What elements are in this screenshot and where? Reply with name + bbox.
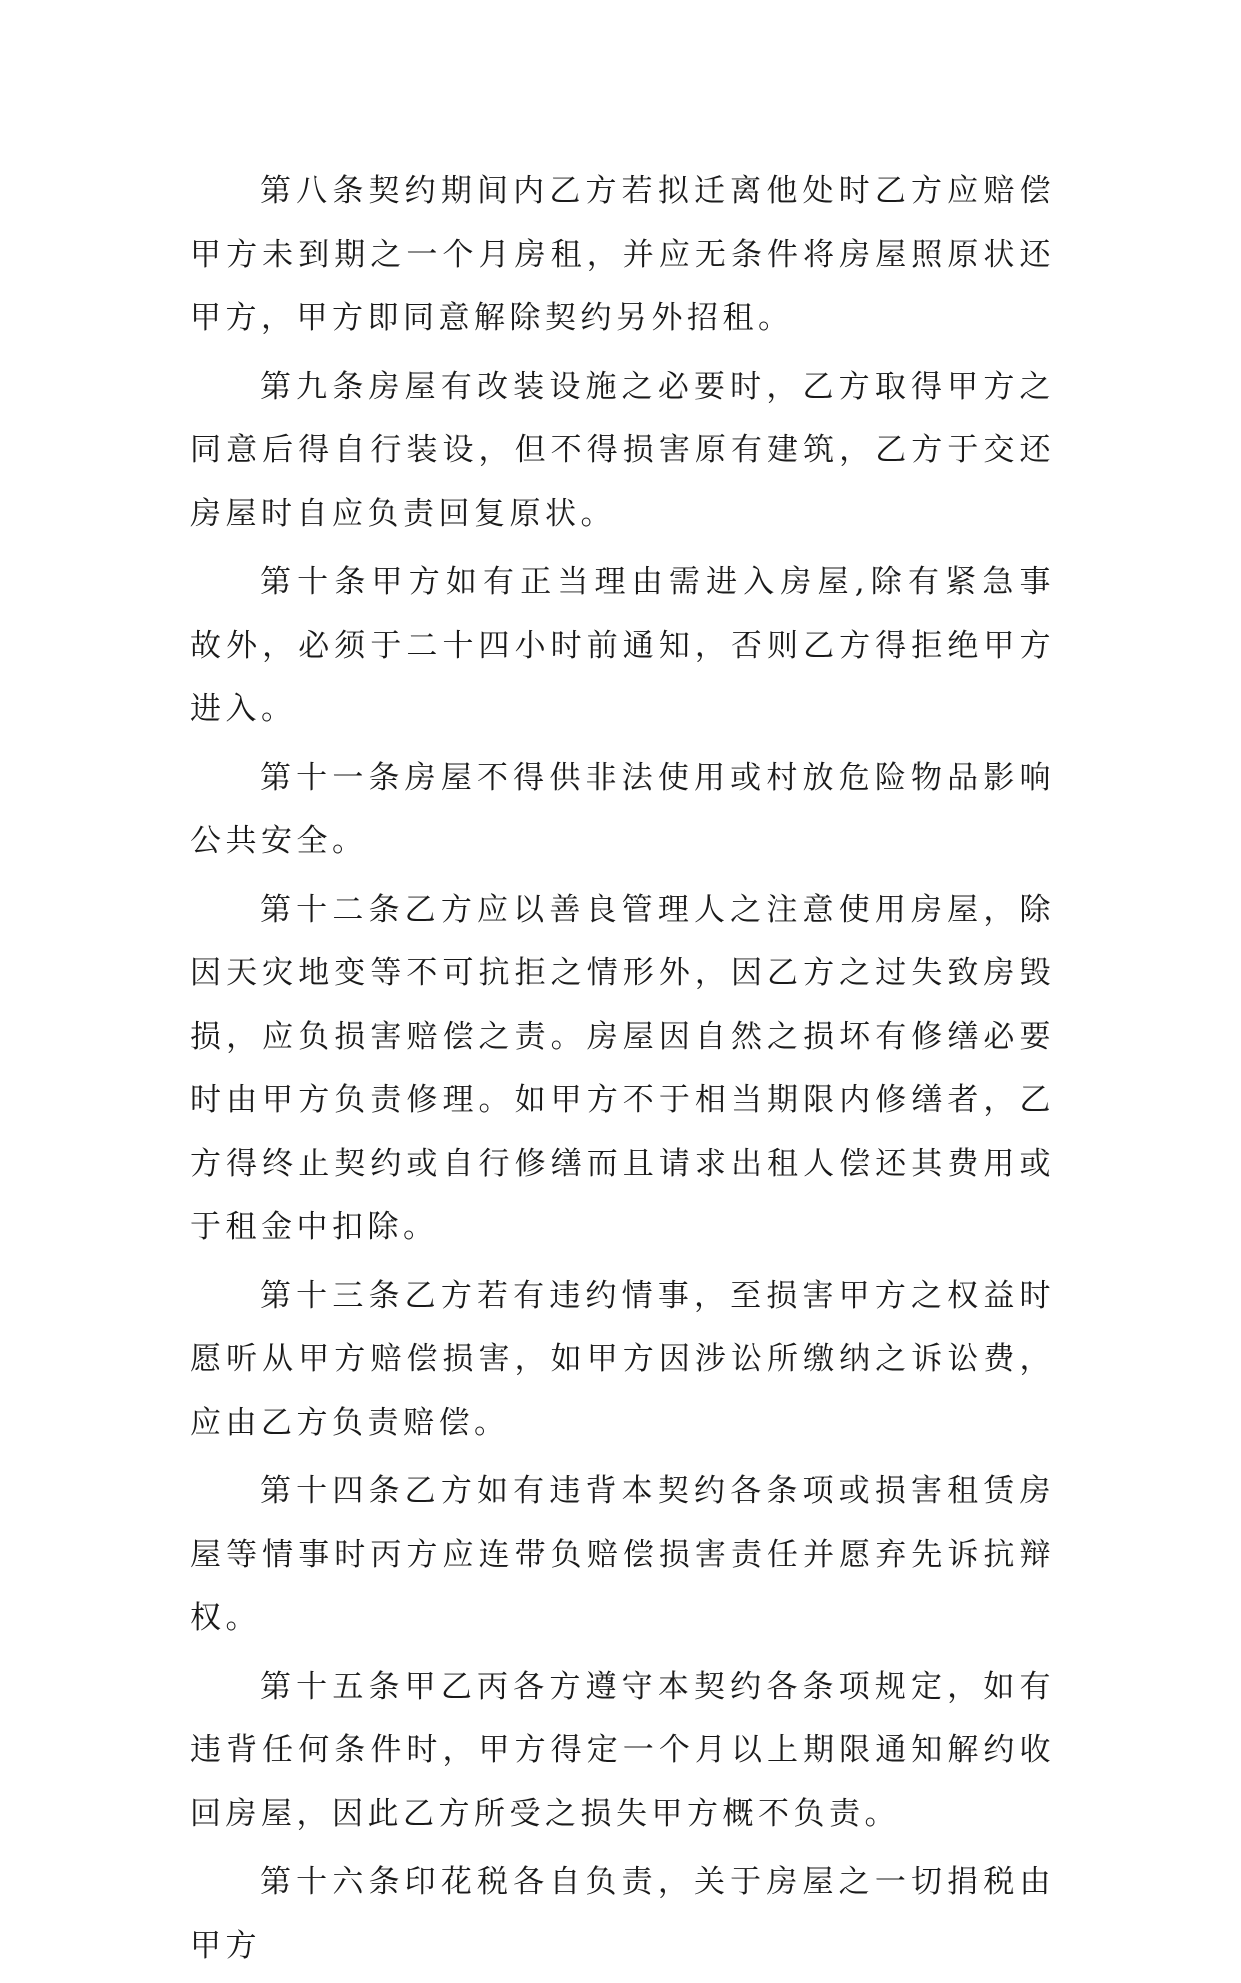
contract-body [190, 160, 1055, 1983]
clause-9-paragraph: 第九条房屋有改装设施之必要时，乙方取得甲方之同意后得自行装设，但不得损害原有建筑，乙方于交还房屋时自应负责回复原状。 [190, 368, 1055, 532]
clause-12-paragraph: 第十二条乙方应以善良管理人之注意使用房屋，除因天灾地变等不可抗拒之情形外，因乙方之过失致房毁损，应负损害赔偿之责。房屋因自然之损坏有修缮必要时由甲方负责修理。如甲方不于相当期限内修缮者，乙方得终止契约或自行修缮而且请求出租人偿还其费用或于租金中扣除。 [190, 891, 1055, 1245]
clause-8-paragraph: 第八条契约期间内乙方若拟迁离他处时乙方应赔偿甲方未到期之一个月房租，并应无条件将房屋照原状还甲方，甲方即同意解除契约另外招租。 [190, 173, 1055, 336]
clause-13-paragraph: 第十三条乙方若有违约情事，至损害甲方之权益时愿听从甲方赔偿损害，如甲方因涉讼所缴纳之诉讼费，应由乙方负责赔偿。 [190, 1277, 1055, 1441]
clause-10-paragraph: 第十条甲方如有正当理由需进入房屋,除有紧急事故外，必须于二十四小时前通知，否则乙方得拒绝甲方进入。 [190, 564, 1055, 727]
clause-14-paragraph: 第十四条乙方如有违背本契约各条项或损害租赁房屋等情事时丙方应连带负赔偿损害责任并愿弃先诉抗辩权。 [190, 1473, 1055, 1636]
clause-16-paragraph: 第十六条印花税各自负责，关于房屋之一切捐税由甲方 [190, 1864, 1055, 1964]
clause-15-paragraph: 第十五条甲乙丙各方遵守本契约各条项规定，如有违背任何条件时，甲方得定一个月以上期限通知解约收回房屋，因此乙方所受之损失甲方概不负责。 [190, 1668, 1055, 1832]
clause-11-paragraph: 第十一条房屋不得供非法使用或村放危险物品影响公共安全。 [190, 759, 1055, 859]
